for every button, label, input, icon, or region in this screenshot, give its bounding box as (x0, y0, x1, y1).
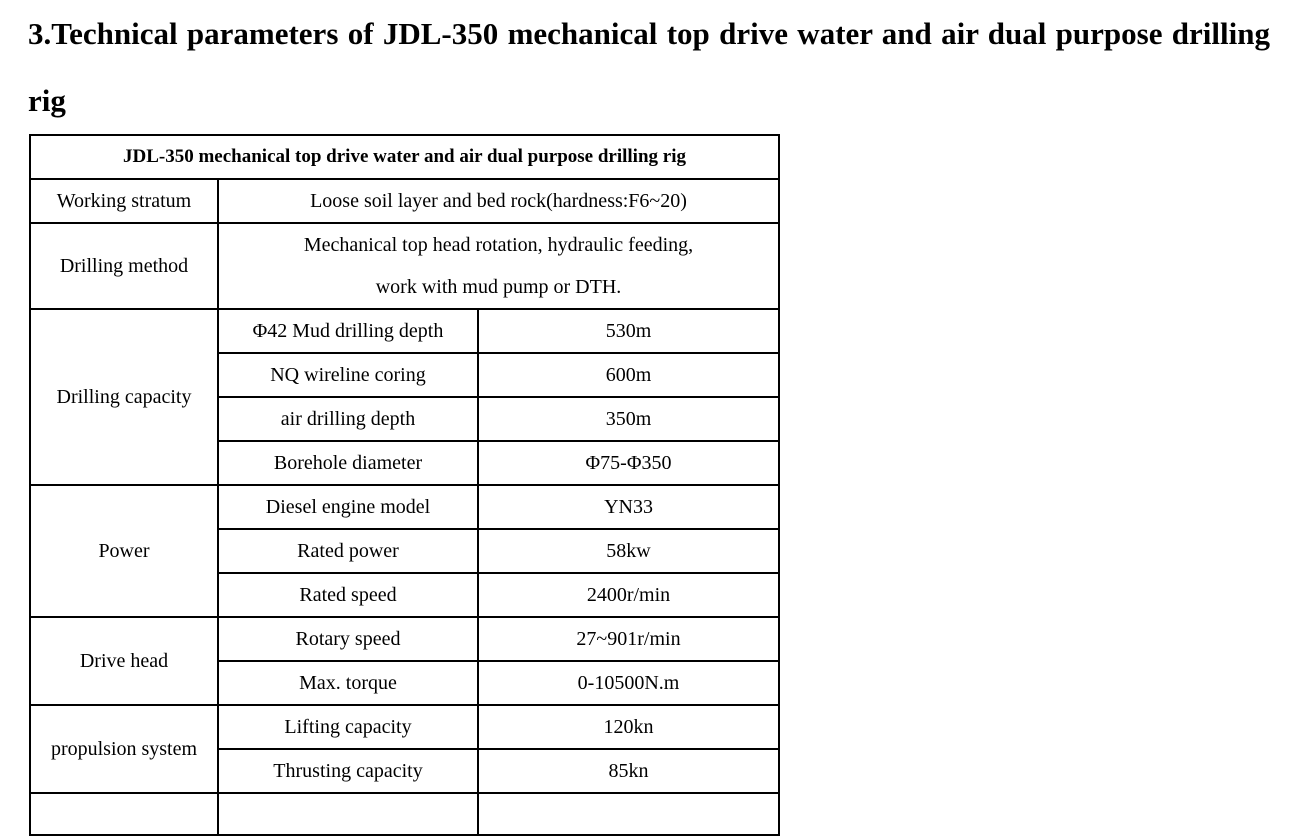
table-title-row (30, 135, 779, 179)
table-title: JDL-350 mechanical top drive water and air dual purpose drilling rig (30, 135, 779, 179)
table-row (30, 179, 779, 223)
param-name: Rated speed (218, 573, 478, 617)
param-name: NQ wireline coring (218, 353, 478, 397)
param-value: 27~901r/min (478, 617, 779, 661)
param-name: Lifting capacity (218, 705, 478, 749)
cut-off-cell (30, 793, 218, 835)
param-value: 350m (478, 397, 779, 441)
param-name: air drilling depth (218, 397, 478, 441)
param-value: 600m (478, 353, 779, 397)
param-value: YN33 (478, 485, 779, 529)
row-label-drilling-method: Drilling method (30, 223, 218, 309)
param-value: 120kn (478, 705, 779, 749)
table-row (30, 309, 779, 353)
drilling-method-line-1: Mechanical top head rotation, hydraulic feeding, (303, 234, 694, 256)
param-value: 85kn (478, 749, 779, 793)
table-row (30, 617, 779, 661)
param-name: Rotary speed (218, 617, 478, 661)
param-name: Borehole diameter (218, 441, 478, 485)
group-label-drilling-capacity: Drilling capacity (30, 309, 218, 485)
cut-off-cell (478, 793, 779, 835)
group-label-power: Power (30, 485, 218, 617)
param-value: 58kw (478, 529, 779, 573)
param-name: Rated power (218, 529, 478, 573)
section-heading: 3.Technical parameters of JDL-350 mechanical top drive water and air dual purpose drilling rig (28, 16, 1270, 118)
spec-table (29, 134, 780, 836)
param-value: 2400r/min (478, 573, 779, 617)
table-row (30, 485, 779, 529)
param-value: 530m (478, 309, 779, 353)
table-row (30, 705, 779, 749)
row-value-drilling-method (218, 223, 779, 309)
group-label-propulsion-system: propulsion system (30, 705, 218, 793)
param-name: Thrusting capacity (218, 749, 478, 793)
drilling-method-line-2: work with mud pump or DTH. (375, 276, 622, 298)
param-value: Φ75-Φ350 (478, 441, 779, 485)
row-label-working-stratum: Working stratum (30, 179, 218, 223)
cut-off-cell (218, 793, 478, 835)
param-name: Φ42 Mud drilling depth (218, 309, 478, 353)
group-label-drive-head: Drive head (30, 617, 218, 705)
param-value: 0-10500N.m (478, 661, 779, 705)
table-row (30, 223, 779, 309)
param-name: Max. torque (218, 661, 478, 705)
table-row-cut-off (30, 793, 779, 835)
param-name: Diesel engine model (218, 485, 478, 529)
row-value-working-stratum: Loose soil layer and bed rock(hardness:F6~20) (218, 179, 779, 223)
